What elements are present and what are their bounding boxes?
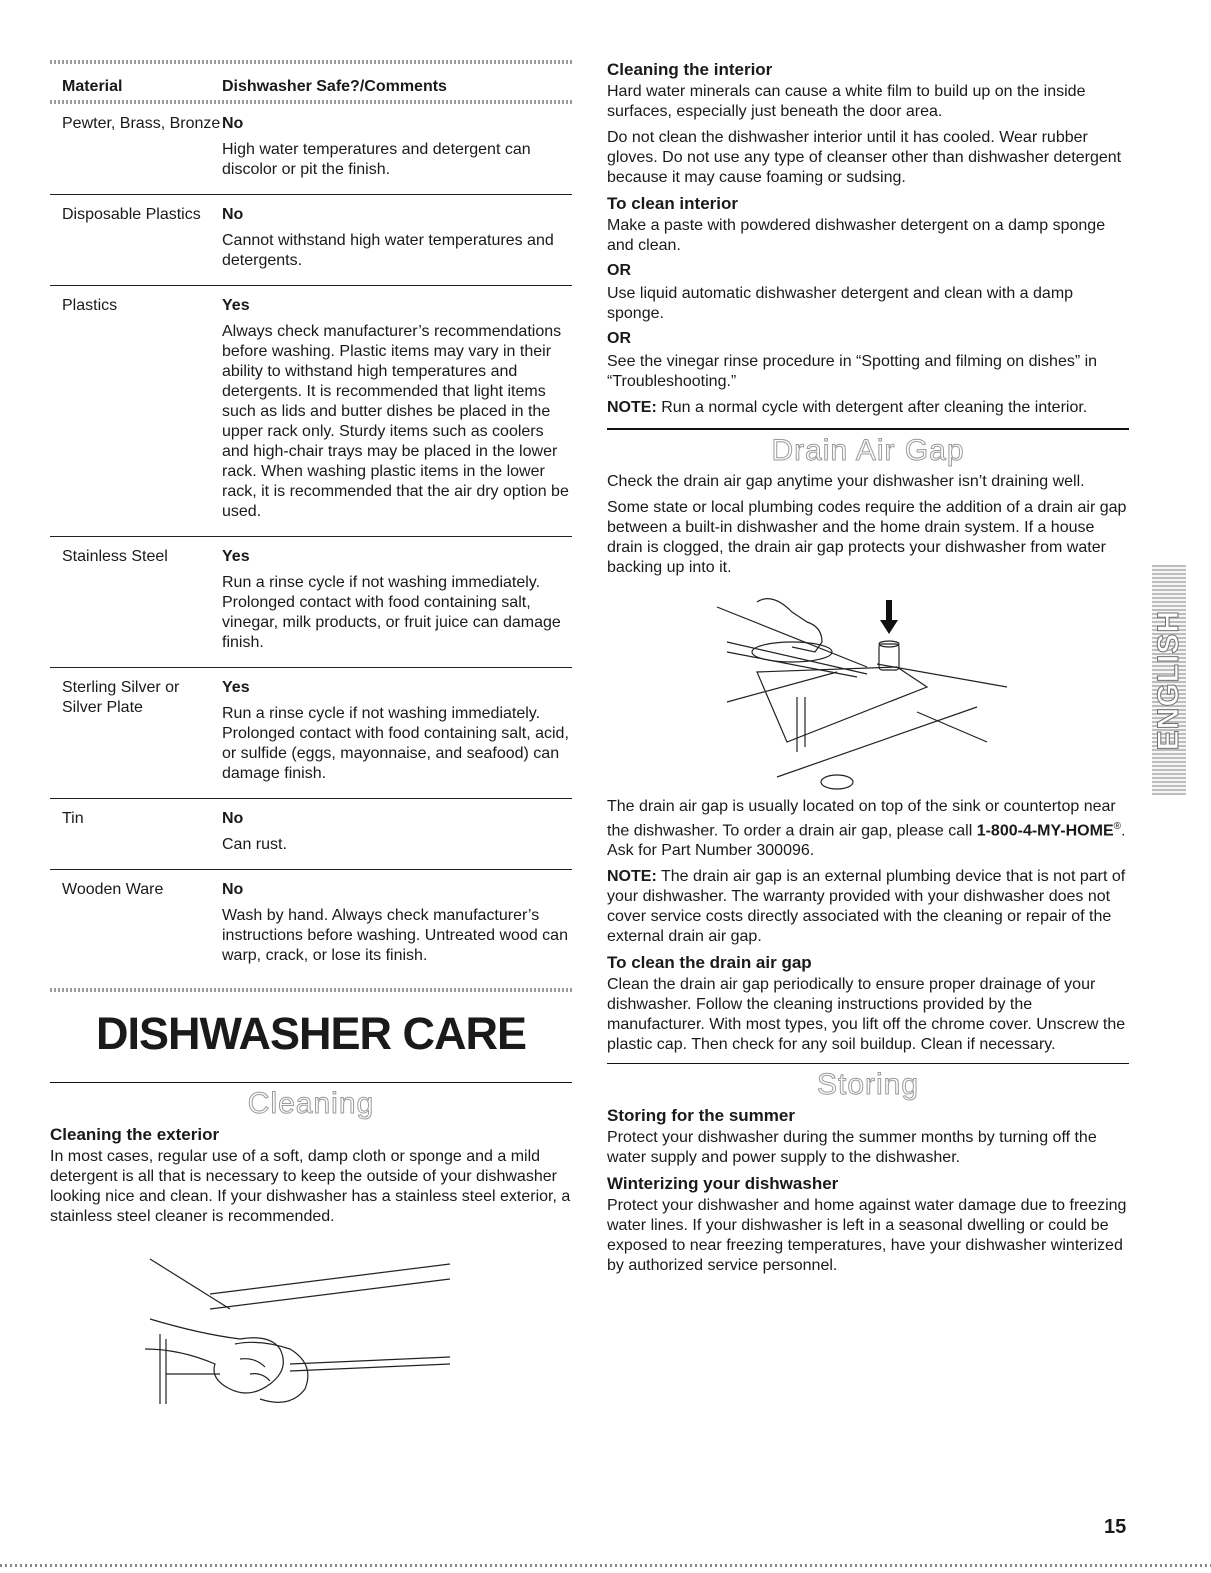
right-column — [607, 60, 1129, 1282]
material-name: Wooden Ware — [62, 881, 164, 898]
material-comment-cell — [222, 195, 572, 286]
material-comment-cell — [222, 286, 572, 537]
drain-air-gap-heading: Drain Air Gap — [771, 434, 965, 467]
material-comment-cell — [222, 104, 572, 195]
down-arrow-icon — [880, 600, 898, 634]
drain-note-label: NOTE: — [607, 868, 657, 886]
cleaning-heading: Cleaning — [247, 1087, 375, 1120]
table-row — [50, 799, 572, 870]
table-bottom-rule — [50, 988, 572, 992]
or-label-1: OR — [607, 262, 631, 279]
table-row — [50, 870, 572, 981]
safe-verdict: Yes — [222, 679, 250, 696]
material-comment-cell — [222, 799, 572, 870]
drain-p2: Some state or local plumbing codes require the addition of a drain air gap between a built-in dishwasher and the home drain system. If a house drain is clogged, the drain air gap protects your dishwasher from water backing up into it. — [607, 499, 1127, 576]
material-comment: Cannot withstand high water temperatures and detergents. — [222, 232, 554, 269]
material-name: Disposable Plastics — [62, 206, 201, 223]
interior-heading: Cleaning the interior — [607, 60, 773, 79]
material-comment: Wash by hand. Always check manufacturer’s instructions before washing. Untreated wood can warp, crack, or lose its finish. — [222, 907, 568, 964]
section-title: DISHWASHER CARE — [95, 1008, 527, 1059]
winter-text: Protect your dishwasher and home against water damage due to freezing water lines. If your dishwasher is left in a seasonal dwelling or could be exposed to near freezing temperatures, have your dishwasher winterized by authorized service personnel. — [607, 1197, 1127, 1275]
interior-note — [607, 398, 1129, 418]
material-comment-cell — [222, 870, 572, 981]
header-comments: Dishwasher Safe?/Comments — [222, 78, 447, 95]
bottom-rule — [0, 1564, 1211, 1567]
safe-verdict: No — [222, 881, 244, 898]
material-comment-cell — [222, 668, 572, 799]
to-clean-interior-heading: To clean interior — [607, 194, 738, 213]
interior-p2: Do not clean the dishwasher interior until it has cooled. Wear rubber gloves. Do not use any type of cleanser other than dishwasher detergent because it may cause foaming or sudsing. — [607, 129, 1122, 186]
or-label-2: OR — [607, 330, 631, 347]
left-column — [50, 60, 572, 1414]
drain-rule — [607, 428, 1129, 430]
language-side-tab — [1152, 565, 1186, 795]
winter-heading: Winterizing your dishwasher — [607, 1174, 839, 1194]
header-material: Material — [62, 78, 123, 95]
material-comment: Always check manufacturer’s recommendations before washing. Plastic items may vary in their ability to withstand high temperatures and detergents. It is recommended that light items such as lids and butter dishes be placed in the upper rack only. Sturdy items such as coolers and high-chair trays may be placed in the lower rack. When washing plastic items in the lower rack, it is recommended that the air dry option be used. — [222, 323, 569, 520]
storing-heading: Storing — [816, 1068, 920, 1102]
clean-drain-heading: To clean the drain air gap — [607, 953, 812, 973]
drain-p3-a: The drain air gap is usually located on top of the sink or countertop near the dishwasher. To order a drain air gap, please call — [607, 798, 1116, 840]
material-comment: High water temperatures and detergent can discolor or pit the finish. — [222, 141, 531, 178]
summer-heading: Storing for the summer — [607, 1106, 795, 1126]
table-row — [50, 195, 572, 286]
material-comment: Can rust. — [222, 836, 287, 853]
safe-verdict: Yes — [222, 548, 250, 565]
material-comment: Run a rinse cycle if not washing immediately. Prolonged contact with food containing salt, vinegar, milk products, or fruit juice can damage finish. — [222, 574, 561, 651]
table-row — [50, 668, 572, 799]
interior-p1: Hard water minerals can cause a white film to build up on the inside surfaces, especially just beneath the door area. — [607, 83, 1086, 120]
clean-drain-text: Clean the drain air gap periodically to ensure proper drainage of your dishwasher. Follow the cleaning instructions provided by the manufacturer. With most types, you lift off the chrome cover. Unscrew the plastic cap. Then check for any soil buildup. Clean if necessary. — [607, 976, 1126, 1054]
drain-p3-b: . Ask for Part Number 300096. — [607, 822, 1126, 860]
material-name: Plastics — [62, 297, 118, 314]
side-tab-label: ENGLISH — [1152, 609, 1185, 751]
material-name: Stainless Steel — [62, 548, 168, 565]
drain-note — [607, 867, 1129, 947]
wiping-exterior-illustration — [140, 1239, 470, 1409]
drain-air-gap-illustration — [697, 592, 1097, 792]
material-name: Tin — [62, 810, 84, 827]
table-row — [50, 286, 572, 537]
page-number: 15 — [1104, 1516, 1127, 1538]
table-row — [50, 537, 572, 668]
summer-text: Protect your dishwasher during the summer months by turning off the water supply and power supply to the dishwasher. — [607, 1129, 1097, 1167]
material-comment: Run a rinse cycle if not washing immediately. Prolonged contact with food containing salt, acid, or sulfide (eggs, mayonnaise, and seafood) can damage finish. — [222, 705, 569, 782]
material-comment-cell — [222, 537, 572, 668]
interior-p3: Make a paste with powdered dishwasher detergent on a damp sponge and clean. — [607, 217, 1106, 254]
safe-verdict: Yes — [222, 297, 250, 314]
material-name: Sterling Silver or Silver Plate — [62, 679, 180, 716]
exterior-heading: Cleaning the exterior — [50, 1125, 220, 1144]
interior-p4: Use liquid automatic dishwasher detergent and clean with a damp sponge. — [607, 285, 1074, 322]
drain-p3 — [607, 797, 1129, 861]
material-name: Pewter, Brass, Bronze — [62, 115, 221, 132]
safe-verdict: No — [222, 206, 244, 223]
table-row — [50, 104, 572, 195]
section-rule — [50, 1082, 572, 1083]
note-label: NOTE: — [607, 399, 657, 416]
table-header — [50, 64, 572, 100]
material-table — [50, 104, 572, 980]
exterior-text: In most cases, regular use of a soft, damp cloth or sponge and a mild detergent is all that is necessary to keep the outside of your dishwasher looking nice and clean. If your dishwasher has a stainless steel exterior, a stainless steel cleaner is recommended. — [50, 1148, 571, 1225]
safe-verdict: No — [222, 115, 244, 132]
interior-p5: See the vinegar rinse procedure in “Spotting and filming on dishes” in “Troubleshooting.” — [607, 353, 1098, 390]
drain-p1: Check the drain air gap anytime your dishwasher isn’t draining well. — [607, 473, 1085, 490]
registered-mark: ® — [1113, 821, 1121, 832]
phone-number: 1-800-4-MY-HOME — [976, 822, 1114, 840]
drain-note-text: The drain air gap is an external plumbing device that is not part of your dishwasher. The warranty provided with your dishwasher does not cover service costs directly associated with the cleaning or repair of the external drain air gap. — [607, 868, 1126, 946]
note-text: Run a normal cycle with detergent after cleaning the interior. — [656, 399, 1088, 416]
safe-verdict: No — [222, 810, 244, 827]
storing-rule — [607, 1063, 1129, 1064]
